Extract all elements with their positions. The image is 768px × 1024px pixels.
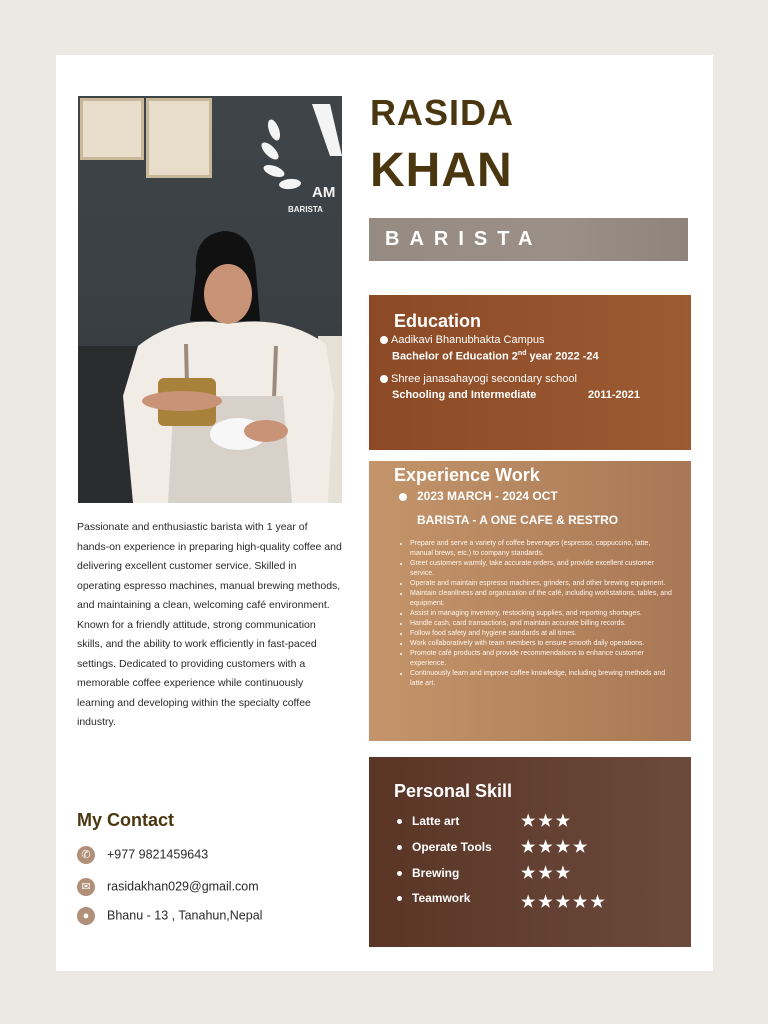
skill-row: Teamwork ★★★★★ — [397, 891, 470, 911]
education-school: Shree janasahayogi secondary school — [380, 373, 577, 385]
contact-phone: ✆ +977 9821459643 — [77, 846, 208, 866]
bullet-icon — [380, 336, 388, 344]
bullet-icon — [399, 493, 407, 501]
list-item: • Work collaboratively with team members to ensure smooth daily operations. — [410, 639, 675, 649]
star-rating-icon: ★★★ — [521, 813, 574, 830]
education-heading: Education — [394, 311, 482, 331]
skills-section — [369, 757, 691, 947]
skill-row: Operate Tools ★★★★ — [397, 840, 492, 860]
list-item: • Prepare and serve a variety of coffee beverages (espresso, cappuccino, latte, manual brews, etc.) to company standards. — [410, 539, 675, 559]
bullet-icon — [397, 871, 402, 876]
experience-heading: Experience Work — [394, 465, 540, 485]
profile-photo — [78, 96, 342, 503]
education-degree: Bachelor of Education 2nd year 2022 -24 — [392, 350, 599, 363]
mail-icon: ✉ — [77, 878, 95, 896]
role-title: BARISTA — [385, 228, 543, 250]
bullet-icon — [397, 845, 402, 850]
experience-section — [369, 461, 691, 741]
experience-date: 2023 MARCH - 2024 OCT — [399, 489, 558, 503]
last-name: KHAN — [370, 144, 513, 197]
star-rating-icon: ★★★★ — [521, 839, 591, 856]
contact-heading: My Contact — [77, 810, 175, 830]
list-item: • Handle cash, card transactions, and maintain accurate billing records. — [410, 619, 675, 629]
education-years: 2011-2021 — [588, 389, 640, 401]
svg-text:AM: AM — [312, 184, 336, 201]
list-item: • Maintain cleanliness and organization of the café, including workstations, tables, and equipment. — [410, 589, 675, 609]
barista-figure — [78, 96, 342, 503]
contact-email: ✉ rasidakhan029@gmail.com — [77, 878, 259, 898]
list-item: • Follow food safety and hygiene standards at all times. — [410, 629, 675, 639]
role-banner — [369, 218, 688, 261]
job-title: BARISTA - A ONE CAFE & RESTRO — [417, 513, 619, 527]
duties-list — [400, 539, 675, 689]
star-rating-icon: ★★★ — [521, 865, 574, 882]
location-icon: ● — [77, 907, 95, 925]
contact-address: ● Bhanu - 13 , Tanahun,Nepal — [77, 907, 262, 927]
skill-row: Latte art ★★★ — [397, 814, 459, 834]
profile-summary: Passionate and enthusiastic barista with 1 year of hands-on experience in preparing high-quality coffee and delivering excellent customer service. Skilled in operating espresso machines, manual brewing methods, and maintaining a clean, welcoming café environment. Known for a friendly attitude, strong communication skills, and the ability to work efficiently in fast-paced settings. Dedicated to providing customers with a memorable coffee experience while continuously learning and developing within the specialty coffee industry. — [77, 521, 342, 728]
list-item: • Continuously learn and improve coffee knowledge, including brewing methods and latte art. — [410, 669, 675, 689]
first-name: RASIDA — [370, 92, 515, 133]
skill-row: Brewing ★★★ — [397, 866, 459, 886]
education-school: Aadikavi Bhanubhakta Campus — [380, 334, 544, 346]
bullet-icon — [397, 819, 402, 824]
bullet-icon — [380, 375, 388, 383]
list-item: • Greet customers warmly, take accurate orders, and provide excellent customer service. — [410, 559, 675, 579]
svg-text:BARISTA: BARISTA — [288, 205, 323, 214]
skills-heading: Personal Skill — [394, 781, 513, 801]
phone-icon: ✆ — [77, 846, 95, 864]
list-item: • Assist in managing inventory, restocking supplies, and reporting shortages. — [410, 609, 675, 619]
education-degree: Schooling and Intermediate — [392, 389, 537, 401]
list-item: • Operate and maintain espresso machines, grinders, and other brewing equipment. — [410, 579, 675, 589]
star-rating-icon: ★★★★★ — [521, 894, 608, 911]
list-item: • Promote café products and provide recommendations to enhance customer experience. — [410, 649, 675, 669]
education-section — [369, 295, 691, 450]
bullet-icon — [397, 896, 402, 901]
